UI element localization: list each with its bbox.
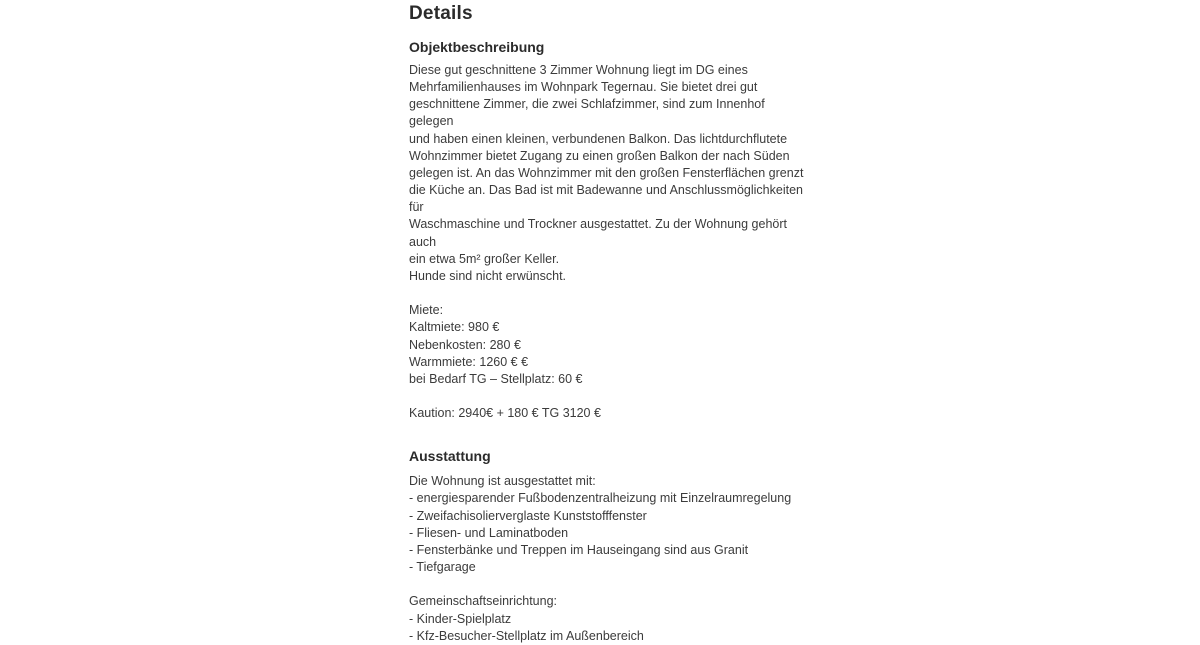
page-title: Details <box>409 3 473 24</box>
section-heading-objektbeschreibung: Objektbeschreibung <box>409 39 545 55</box>
details-panel <box>409 0 809 645</box>
section-heading-ausstattung: Ausstattung <box>409 448 491 465</box>
objektbeschreibung-text: Diese gut geschnittene 3 Zimmer Wohnung liegt im DG eines Mehrfamilienhauses im Wohnpark Tegernau. Sie bietet drei gut geschnittene Zimmer, die zwei Schlafzimmer, sind zum Innenhof gelegen und haben einen kleinen, verbundenen Balkon. Das lichtdurchflutete Wohnzimmer bietet Zugang zu einen großen Balkon der nach Süden gelegen ist. An das Wohnzimmer mit den großen Fensterflächen grenzt die Küche an. Das Bad ist mit Badewanne und Anschlussmöglichkeiten für Waschmaschine und Trockner ausgestattet. Zu der Wohnung gehört auch ein etwa 5m² großer Keller. Hunde sind nicht erwünscht. Miete: Kaltmiete: 980 € Nebenkosten: 280 € Warmmiete: 1260 € € bei Bedarf TG – Stellplatz: 60 € Kaution: 2940€ + 180 € TG 3120 € <box>409 63 804 421</box>
ausstattung-text: Die Wohnung ist ausgestattet mit: - energiesparender Fußbodenzentralheizung mit Einzelraumregelung - Zweifachisolierverglaste Kunststofffenster - Fliesen- und Laminatboden - Fensterbänke und Treppen im Hauseingang sind aus Granit - Tiefgarage Gemeinschaftseinrichtung: - Kinder-Spielplatz - Kfz-Besucher-Stellplatz im Außenbereich <box>409 474 792 643</box>
